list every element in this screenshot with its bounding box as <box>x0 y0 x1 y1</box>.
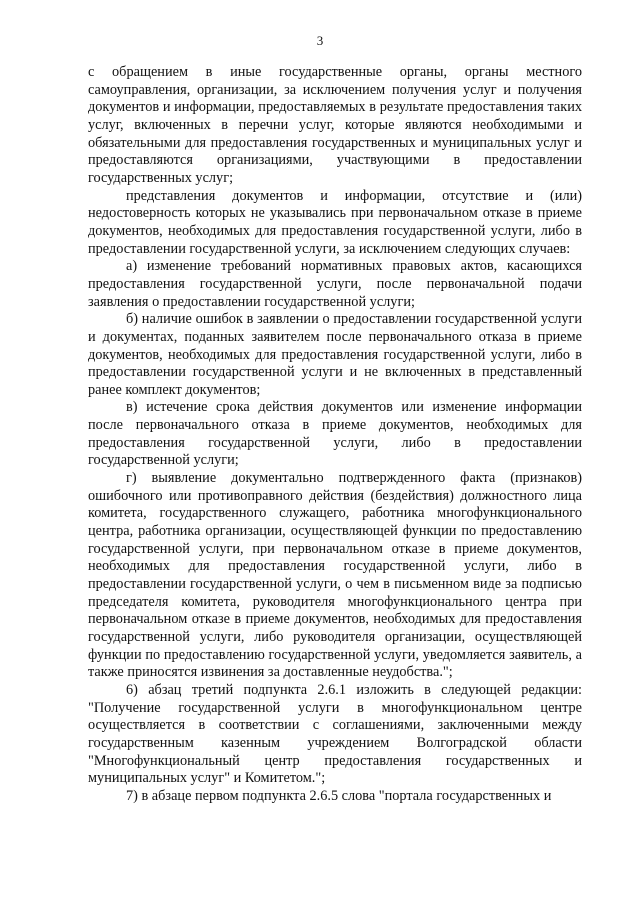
paragraph-continuation: с обращением в иные государственные органы, органы местного самоуправления, организации, за исключением получения услуг и получения документов и информации, предоставляемых в результате предоставления таких услуг, включенных в перечни услуг, которые являются необходимыми и обязательными для предоставления государственных и муниципальных услуг и предоставляются организациями, участвующими в предоставлении государственных услуг; <box>88 64 582 186</box>
page-number: 3 <box>316 33 324 48</box>
document-body <box>88 64 582 806</box>
paragraph-item-v: в) истечение срока действия документов или изменение информации после первоначального отказа в приеме документов, необходимых для предоставления государственной услуги, либо в предоставлении государственной услуги; <box>88 399 582 469</box>
paragraph-item-g: г) выявление документально подтвержденного факта (признаков) ошибочного или противоправного действия (бездействия) должностного лица комитета, государственного служащего, работника многофункционального центра, работника организации, осуществляющей функции по предоставлению государственной услуги, при первоначальном отказе в приеме документов, необходимых для предоставления государственной услуги, либо в предоставлении государственной услуги, о чем в письменном виде за подписью председателя комитета, руководителя многофункционального центра при первоначальном отказе в приеме документов, необходимых для предоставления государственной услуги, либо руководителя организации, осуществляющей функции по предоставлению государственной услуги, уведомляется заявитель, а также приносятся извинения за доставленные неудобства."; <box>88 470 582 681</box>
paragraph-documents-exception: представления документов и информации, отсутствие и (или) недостоверность которых не указывались при первоначальном отказе в приеме документов, необходимых для предоставления государственной услуги, либо в предоставлении государственной услуги, за исключением следующих случаев: <box>88 187 582 257</box>
paragraph-item-6: 6) абзац третий подпункта 2.6.1 изложить в следующей редакции: "Получение государственной услуги в многофункциональном центре осуществляется в соответствии с соглашениями, заключенными между государственным казенным учреждением Волгоградской области "Многофункциональный центр предоставления государственных и муниципальных услуг" и Комитетом."; <box>88 681 582 787</box>
paragraph-item-a: а) изменение требований нормативных правовых актов, касающихся предоставления государственной услуги, после первоначальной подачи заявления о предоставлении государственной услуги; <box>88 258 582 310</box>
paragraph-item-7: 7) в абзаце первом подпункта 2.6.5 слова "портала государственных и <box>126 787 552 804</box>
paragraph-item-b: б) наличие ошибок в заявлении о предоставлении государственной услуги и документах, поданных заявителем после первоначального отказа в приеме документов, необходимых для предоставления государственной услуги, либо в предоставлении государственной услуги и не включенных в представленный ранее комплект документов; <box>88 311 582 398</box>
